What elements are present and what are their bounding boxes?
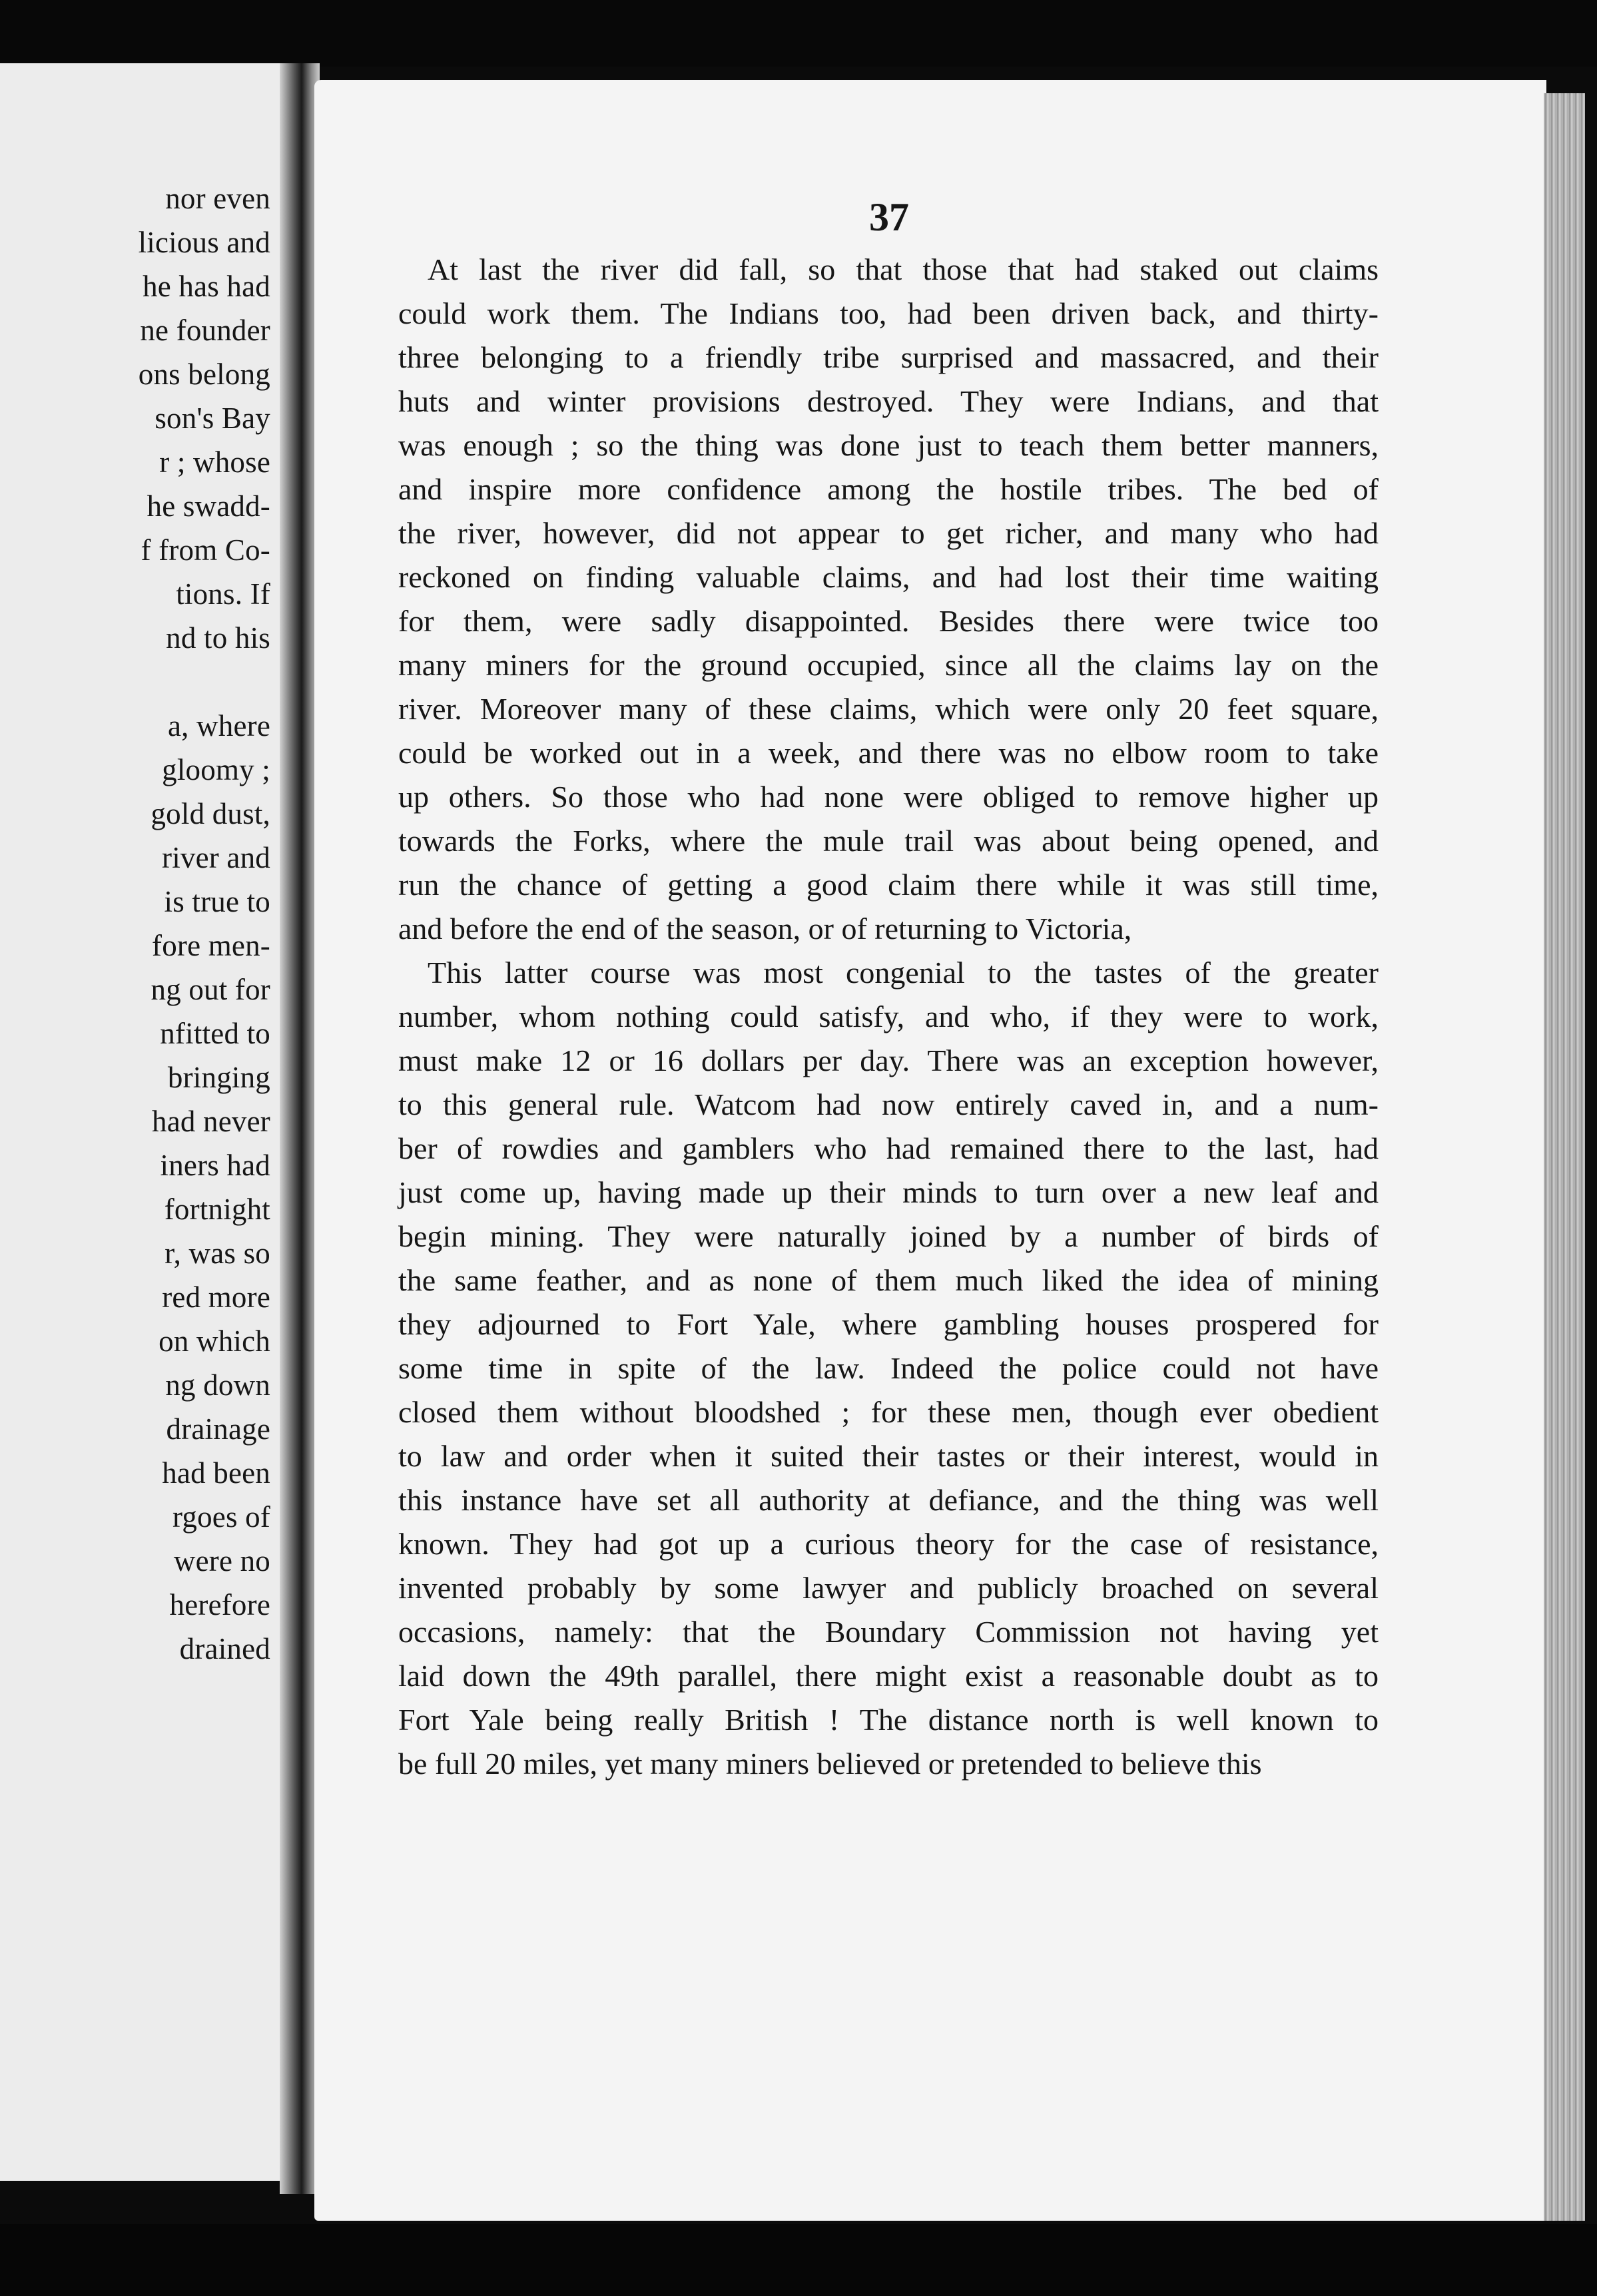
text-line: could work them. The Indians too, had been driven back, and thirty- xyxy=(398,296,1379,330)
text-line: must make 12 or 16 dollars per day. There was an exception however, xyxy=(398,1043,1379,1077)
left-text-line: gloomy ; xyxy=(162,753,270,786)
page-number: 37 xyxy=(869,195,909,239)
left-text-line: r ; whose xyxy=(159,445,270,479)
left-text-line: had never xyxy=(152,1105,270,1138)
left-text-line: gold dust, xyxy=(151,797,270,830)
text-line: the river, however, did not appear to get richer, and many who had xyxy=(398,516,1379,550)
text-line: this instance have set all authority at defiance, and the thing was well xyxy=(398,1483,1379,1517)
left-text-line: herefore xyxy=(169,1588,270,1621)
text-line: and before the end of the season, or of returning to Victoria, xyxy=(398,912,1132,946)
scan-bottom-border xyxy=(0,2224,1597,2296)
left-text-line: he swadd- xyxy=(147,489,270,523)
left-text-line: a, where xyxy=(167,709,270,742)
text-line: occasions, namely: that the Boundary Commission not having yet xyxy=(398,1615,1379,1649)
left-text-line: ons belong xyxy=(138,358,270,391)
left-text-line: fore men- xyxy=(152,929,270,962)
text-line: known. They had got up a curious theory for the case of resistance, xyxy=(398,1527,1379,1561)
text-line: and inspire more confidence among the hostile tribes. The bed of xyxy=(398,472,1379,506)
left-text-line: rgoes of xyxy=(172,1500,270,1534)
text-line: closed them without bloodshed ; for these men, though ever obedient xyxy=(398,1395,1379,1429)
left-text-line: nd to his xyxy=(166,621,270,655)
left-text-line: fortnight xyxy=(164,1193,270,1226)
text-line: towards the Forks, where the mule trail was about being opened, and xyxy=(398,824,1379,858)
left-text-line: he has had xyxy=(143,270,270,303)
left-text-line: were no xyxy=(173,1544,270,1578)
text-line: many miners for the ground occupied, since all the claims lay on the xyxy=(398,648,1379,682)
text-line: three belonging to a friendly tribe surprised and massacred, and their xyxy=(398,340,1379,374)
text-line: for them, were sadly disappointed. Besides there were twice too xyxy=(398,604,1379,638)
text-line: could be worked out in a week, and there was no elbow room to take xyxy=(398,736,1379,770)
text-line: to this general rule. Watcom had now entirely caved in, and a num- xyxy=(398,1087,1379,1121)
book-gutter xyxy=(280,63,320,2194)
page-edge-stack xyxy=(1544,93,1585,2221)
left-text-line: iners had xyxy=(160,1149,270,1182)
text-line: some time in spite of the law. Indeed the police could not have xyxy=(398,1351,1379,1385)
left-text-line: ne founder xyxy=(140,314,270,347)
text-line: Fort Yale being really British ! The distance north is well known to xyxy=(398,1703,1379,1737)
left-text-line: ng out for xyxy=(151,973,270,1006)
text-line: the same feather, and as none of them much liked the idea of mining xyxy=(398,1263,1379,1297)
left-text-line: r, was so xyxy=(164,1237,270,1270)
left-text-line: ng down xyxy=(165,1368,270,1402)
left-text-line: on which xyxy=(159,1324,270,1358)
text-line: begin mining. They were naturally joined by a number of birds of xyxy=(398,1219,1379,1253)
left-text-line: drained xyxy=(179,1632,270,1665)
left-text-line: f from Co- xyxy=(141,533,270,567)
body-text xyxy=(398,248,1379,1786)
left-text-line: red more xyxy=(162,1281,270,1314)
left-text-line: river and xyxy=(162,841,270,874)
text-line: reckoned on finding valuable claims, and had lost their time waiting xyxy=(398,560,1379,594)
text-line: be full 20 miles, yet many miners believed or pretended to believe this xyxy=(398,1747,1262,1781)
text-line: was enough ; so the thing was done just to teach them better manners, xyxy=(398,428,1379,462)
left-text-line: nor even xyxy=(165,182,270,215)
text-line: they adjourned to Fort Yale, where gambling houses prospered for xyxy=(398,1307,1379,1341)
text-line: run the chance of getting a good claim there while it was still time, xyxy=(398,868,1379,902)
text-line: This latter course was most congenial to the tastes of the greater xyxy=(428,956,1379,990)
left-text-line: drainage xyxy=(166,1412,270,1446)
left-text-line: nfitted to xyxy=(160,1017,270,1050)
text-line: up others. So those who had none were obliged to remove higher up xyxy=(398,780,1379,814)
text-line: invented probably by some lawyer and publicly broached on several xyxy=(398,1571,1379,1605)
text-line: river. Moreover many of these claims, which were only 20 feet square, xyxy=(398,692,1379,726)
left-page xyxy=(0,63,286,2181)
left-text-line: son's Bay xyxy=(155,402,270,435)
left-text-line: is true to xyxy=(164,885,270,918)
text-line: laid down the 49th parallel, there might exist a reasonable doubt as to xyxy=(398,1659,1379,1693)
text-line: number, whom nothing could satisfy, and who, if they were to work, xyxy=(398,1000,1379,1033)
left-text-line: had been xyxy=(162,1456,270,1490)
text-line: ber of rowdies and gamblers who had remained there to the last, had xyxy=(398,1131,1379,1165)
text-line: huts and winter provisions destroyed. They were Indians, and that xyxy=(398,384,1379,418)
text-line: At last the river did fall, so that those that had staked out claims xyxy=(428,252,1379,286)
left-text-line: bringing xyxy=(167,1061,270,1094)
text-line: to law and order when it suited their tastes or their interest, would in xyxy=(398,1439,1379,1473)
left-text-line: licious and xyxy=(138,226,270,259)
left-text-line: tions. If xyxy=(176,577,270,611)
text-line: just come up, having made up their minds to turn over a new leaf and xyxy=(398,1175,1379,1209)
scan-top-border xyxy=(0,0,1597,67)
